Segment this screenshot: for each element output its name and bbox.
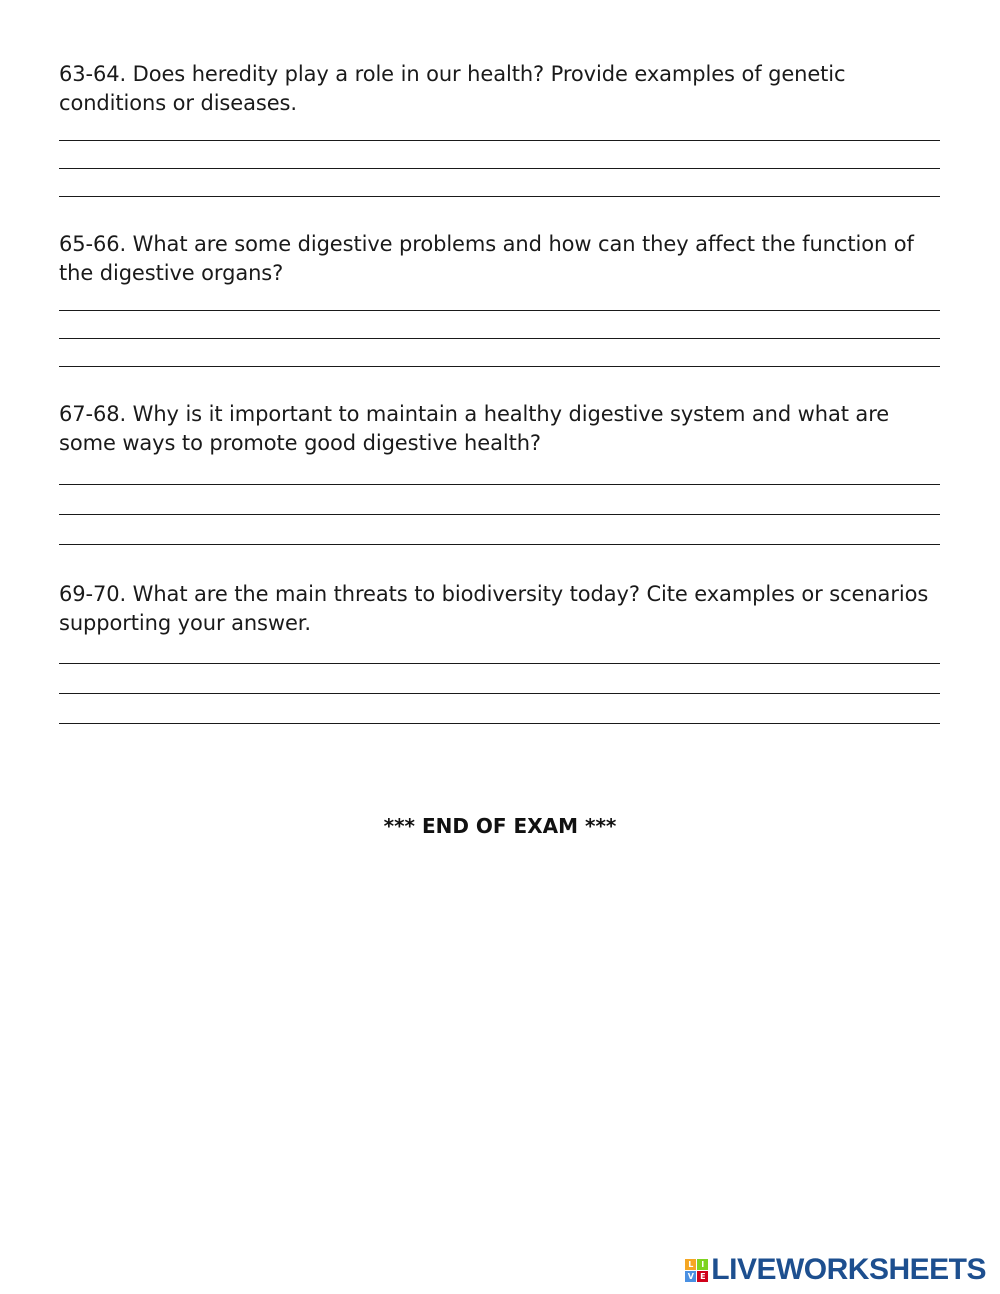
logo-icon-tile: L xyxy=(685,1259,696,1270)
answer-line-1[interactable] xyxy=(59,484,940,485)
question-text: 69-70. What are the main threats to biodiversity today? Cite examples or scenarios supporting your answer. xyxy=(59,582,929,635)
question-63-64 xyxy=(59,60,944,118)
liveworksheets-logo xyxy=(685,1253,986,1286)
answer-line-2[interactable] xyxy=(59,338,940,339)
liveworksheets-logo-icon xyxy=(685,1259,708,1282)
question-text: 67-68. Why is it important to maintain a healthy digestive system and what are some ways to promote good digestive health? xyxy=(59,402,890,455)
answer-line-1[interactable] xyxy=(59,310,940,311)
question-69-70 xyxy=(59,580,944,638)
end-of-exam-label: *** END OF EXAM *** xyxy=(383,814,617,838)
answer-line-2[interactable] xyxy=(59,168,940,169)
answer-line-3[interactable] xyxy=(59,544,940,545)
answer-line-2[interactable] xyxy=(59,693,940,694)
answer-line-3[interactable] xyxy=(59,196,940,197)
question-67-68 xyxy=(59,400,944,458)
question-text: 65-66. What are some digestive problems and how can they affect the function of the digestive organs? xyxy=(59,232,914,285)
answer-line-3[interactable] xyxy=(59,366,940,367)
answer-line-1[interactable] xyxy=(59,663,940,664)
answer-line-1[interactable] xyxy=(59,140,940,141)
answer-line-3[interactable] xyxy=(59,723,940,724)
logo-icon-tile: E xyxy=(697,1271,708,1282)
logo-icon-tile: I xyxy=(697,1259,708,1270)
question-65-66 xyxy=(59,230,944,288)
logo-icon-tile: V xyxy=(685,1271,696,1282)
answer-line-2[interactable] xyxy=(59,514,940,515)
question-text: 63-64. Does heredity play a role in our health? Provide examples of genetic conditions or diseases. xyxy=(59,62,846,115)
logo-text: LIVEWORKSHEETS xyxy=(711,1253,986,1286)
